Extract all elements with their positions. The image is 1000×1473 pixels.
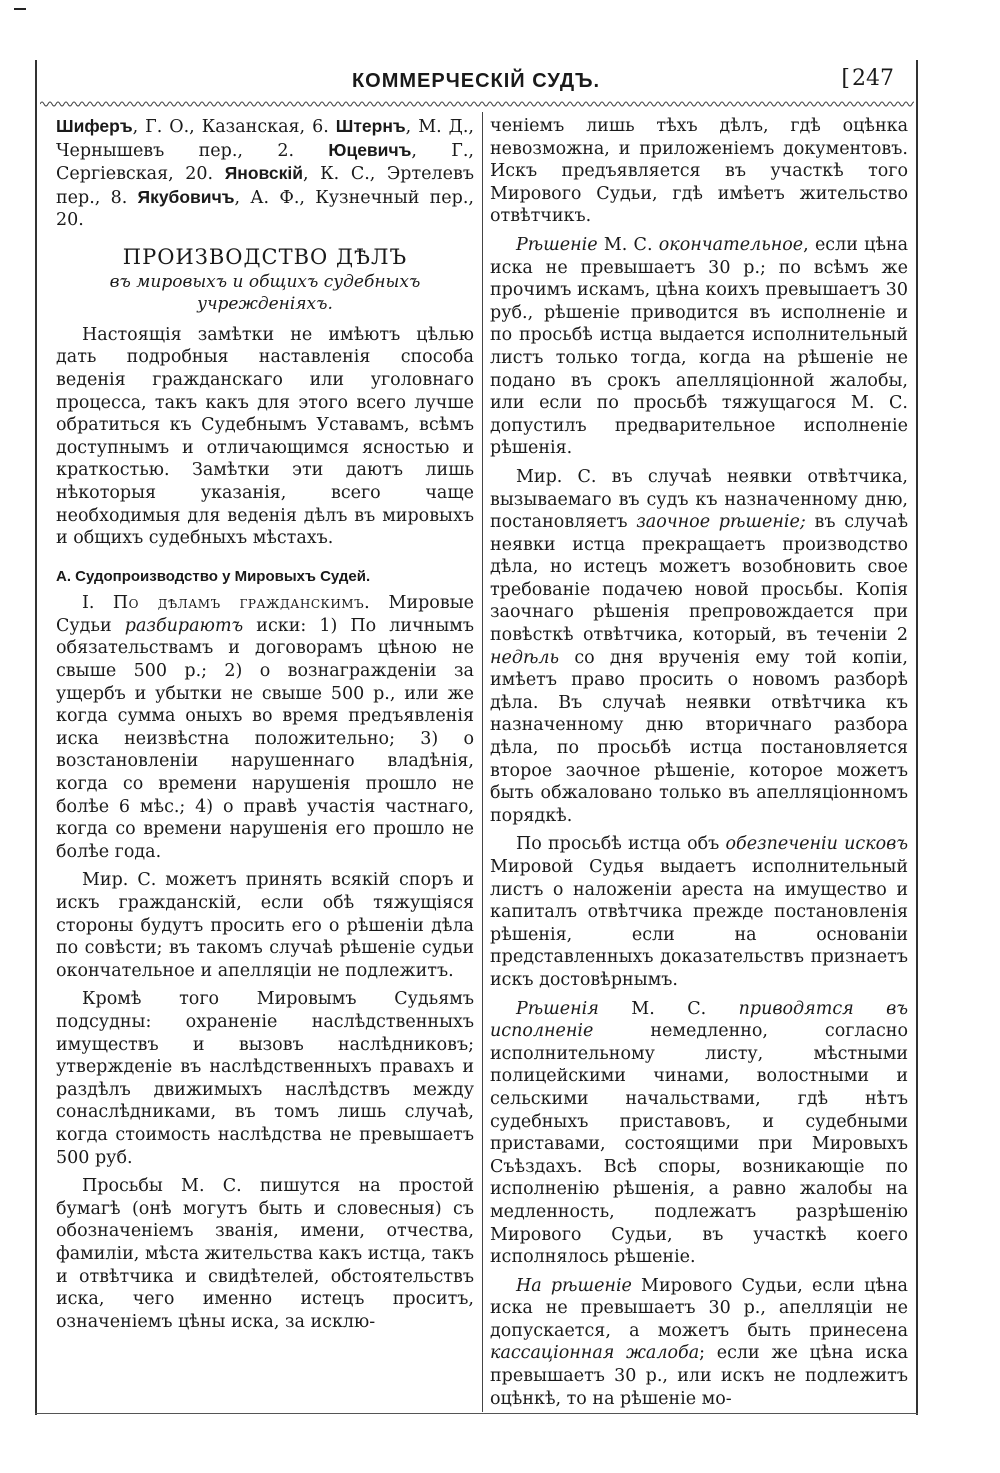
text-run: , К. С., Эртелевъ пер., 8.: [56, 164, 475, 208]
text-run: ; если же цѣна иска превышаетъ 30 р., или искъ не подлежитъ оцѣнкѣ, то на рѣшеніе мо-: [490, 1343, 909, 1409]
text-run: обезпеченіи исковъ: [725, 834, 908, 855]
paragraph-continuation: ченіемъ лишь тѣхъ дѣлъ, гдѣ оцѣнка невозможна, и приложеніемъ документовъ. Искъ предъявляется въ участкѣ того Мирового Судьи, гдѣ имѣетъ жительство отвѣтчикъ.: [490, 116, 908, 227]
text-run: иски: 1) По личнымъ обязательствамъ и договорамъ цѣною не свыше 500 р.; 2) о вознагражденіи за ущербъ и убытки не свыше 500 р., или же когда сумма оныхъ во время предъявленія иска неизвѣстна положительно; 3) о возстановленіи нарушеннаго владѣнія, когда со времени нарушенія прошло не болѣе 6 мѣс.; 4) о правѣ участія частнаго, когда со времени нарушенія его прошло не болѣе года.: [56, 615, 475, 862]
paragraph-security: [490, 833, 908, 991]
text-run: немедленно, согласно исполнительному листу, мѣстными полицейскими чинами, волостными и сельскими начальствами, гдѣ нѣтъ судебныхъ приставовъ, и судебными приставами, состоящими при Мировыхъ Съѣздахъ. Всѣ споры, возникающіе по исполненію рѣшенія, а равно жалобы на медленность, подлежатъ разрѣшенію Мирового Судьи, въ участкѣ коего исполнялось рѣшеніе.: [490, 1021, 908, 1268]
text-run: М. С.: [597, 234, 659, 255]
paragraph-default-judgment: [490, 466, 908, 828]
text-run: , Г., Сергіевская, 20.: [56, 140, 474, 185]
text-run: I.: [82, 593, 113, 614]
column-divider: [482, 112, 483, 1412]
text-run: приводятся въ исполненіе: [490, 998, 908, 1042]
name-list-tail: [56, 115, 474, 232]
text-run: со дня врученія ему той копіи, имѣетъ право просить о новомъ разборѣ дѣла. Въ случаѣ неявки отвѣтчика къ назначенному дню вторичнаго разбора дѣла, по просьбѣ истца постановляется второе заочное рѣшеніе, которое можетъ быть обжаловано только въ апелляціонномъ порядкѣ.: [490, 647, 908, 826]
paragraph-jurisdiction: Кромѣ того Мировымъ Судьямъ подсудны: охраненіе наслѣдственныхъ имуществъ и вызовъ наслѣдниковъ; утвержденіе въ наслѣдственныхъ правахъ и раздѣлъ движимыхъ наслѣдствъ между сонаслѣдниками, въ томъ лишь случаѣ, когда стоимость наслѣдства не превышаетъ 500 руб.: [56, 989, 474, 1168]
text-run: М. С.: [598, 998, 739, 1019]
page-corner-dash: [14, 8, 26, 10]
paragraph-appeal: [490, 1275, 908, 1411]
text-run: На рѣшеніе: [516, 1275, 632, 1296]
text-run: заочное рѣшеніе;: [636, 512, 806, 533]
text-run: Штернъ: [335, 116, 406, 136]
text-run: Рѣшеніе: [516, 234, 598, 255]
text-run: Якубовичъ: [137, 186, 235, 207]
subsection-heading: А. Судопроизводство у Мировыхъ Судей.: [56, 567, 371, 585]
section-subtitle: въ мировыхъ и общихъ судебныхъ учрежденіяхъ.: [109, 271, 421, 315]
paragraph-conscience: Мир. С. можетъ принять всякій споръ и искъ гражданскій, если обѣ тяжущіяся стороны будутъ просить его о рѣшеніи дѣла по совѣсти; въ такомъ случаѣ рѣшеніе судьи окончательное и апелляціи не подлежитъ.: [56, 870, 474, 981]
left-column: [56, 115, 474, 1333]
text-run: разбираютъ: [124, 615, 244, 636]
header-wavy-rule: [40, 100, 914, 108]
text-run: Мировой Судья выдаетъ исполнительный листъ о наложеніи ареста на имущество и капиталъ отвѣтчика прежде постановленія рѣшенія, если на основаніи представленныхъ доказательствъ признаетъ искъ достовѣрнымъ.: [490, 857, 908, 990]
intro-paragraph: Настоящія замѣтки не имѣютъ цѣлью дать подробныя наставленія способа веденія гражданскаго или уголовнаго процесса, такъ какъ для этого всего лучше обратиться къ Судебнымъ Уставамъ, всѣмъ доступнымъ и отличающимся ясностью и краткостью. Замѣтки эти даютъ лишь нѣкоторыя указанія, всего чаще необходимыя для веденія дѣлъ въ мировыхъ и общихъ судебныхъ мѣстахъ.: [56, 324, 474, 549]
paragraph-final-decision: [490, 234, 908, 460]
text-run: По дѣламъ гражданскимъ.: [112, 593, 371, 614]
text-run: въ случаѣ неявки истца прекращаетъ производство дѣла, но истецъ можетъ возобновить свое требованіе подачею новой просьбы. Копія заочнаго рѣшенія препровождается при повѣсткѣ отвѣтчика, который, въ теченіи 2: [490, 512, 908, 646]
frame-right-rule: [916, 60, 918, 1415]
running-title: КОММЕРЧЕСКІЙ СУДЪ.: [351, 70, 601, 92]
text-run: , А. Ф., Кузнечный пер., 20.: [56, 187, 474, 231]
text-run: кассаціонная жалоба: [490, 1343, 700, 1364]
text-run: Мировые Судьи: [56, 593, 474, 636]
text-run: недѣль: [490, 647, 560, 668]
text-run: Мир. С. въ случаѣ неявки отвѣтчика, вызываемаго въ судъ къ назначенному дню, постановляетъ: [490, 466, 908, 533]
text-run: Рѣшенія: [516, 998, 599, 1019]
paragraph-civil-cases: [56, 592, 474, 863]
right-column: [490, 115, 908, 1410]
text-run: , если цѣна иска не превышаетъ 30 р.; по всѣмъ же прочимъ искамъ, цѣна коихъ превышаетъ 30 руб., рѣшеніе приводится въ исполненіе и по просьбѣ истца выдается исполнительный листъ только тогда, когда на рѣшеніе не подано въ срокъ апелляціонной жалобы, или если по просьбѣ тяжущагося М. С. допустилъ предварительное исполненіе рѣшенія.: [490, 234, 908, 459]
page-number: [ 247: [841, 66, 894, 91]
text-run: , М. Д., Чернышевъ пер., 2.: [56, 117, 474, 161]
text-run: Шиферъ: [56, 116, 133, 136]
text-run: окончательное: [658, 234, 804, 255]
page-header: [40, 60, 912, 100]
text-run: , Г. О., Казанская, 6.: [132, 117, 336, 137]
text-run: Яновскій: [224, 163, 303, 184]
frame-bottom-rule: [35, 1413, 918, 1414]
paragraph-petitions: Просьбы М. С. пишутся на простой бумагѣ (онѣ могутъ быть и словесныя) съ обозначеніемъ званія, имени, отчества, фамиліи, мѣста жительства какъ истца, такъ и отвѣтчика и свидѣтелей, обстоятельствъ иска, чего именно истецъ проситъ, означеніемъ цѣны иска, за исклю-: [56, 1176, 474, 1332]
frame-left-rule: [35, 60, 37, 1415]
text-run: Юцевичъ: [328, 139, 412, 160]
section-title: ПРОИЗВОДСТВО ДѢЛЪ: [122, 244, 408, 269]
paragraph-execution: [490, 998, 908, 1269]
text-run: Мирового Судьи, если цѣна иска не превышаетъ 30 р., апелляціи не допускается, а можетъ быть принесена: [490, 1275, 908, 1341]
text-run: По просьбѣ истца объ: [516, 834, 726, 855]
